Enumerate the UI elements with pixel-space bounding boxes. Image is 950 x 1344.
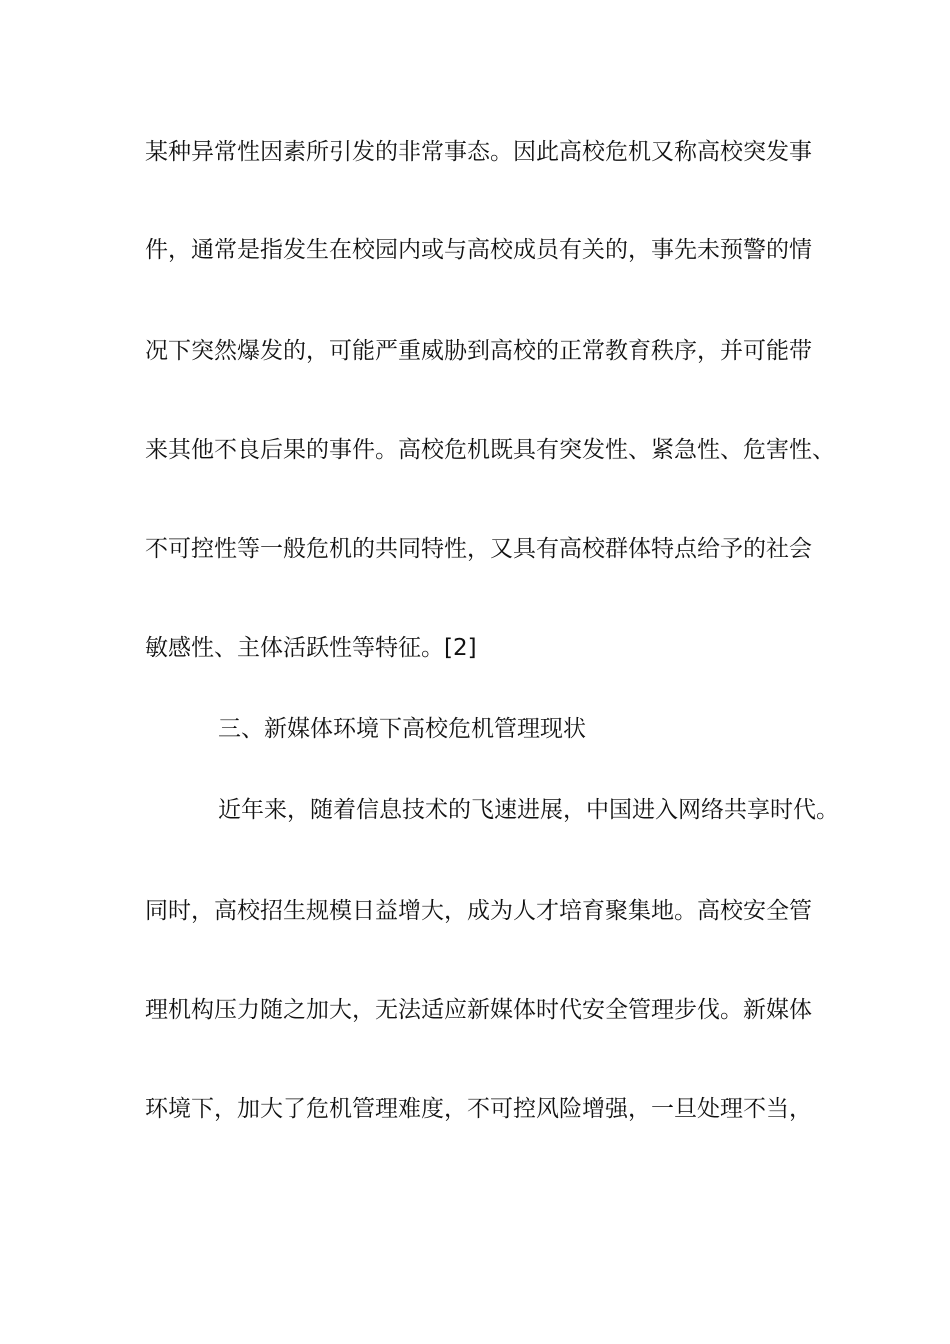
paragraph-line: 环境下，加大了危机管理难度，不可控风险增强，一旦处理不当， [145, 1096, 812, 1122]
paragraph-line: 来其他不良后果的事件。高校危机既具有突发性、紧急性、危害性、 [145, 437, 835, 463]
paragraph-line: 敏感性、主体活跃性等特征。[2] [145, 635, 477, 661]
section-heading: 三、新媒体环境下高校危机管理现状 [218, 716, 586, 742]
paragraph-line: 某种异常性因素所引发的非常事态。因此高校危机又称高校突发事 [145, 139, 812, 165]
paragraph-line: 同时，高校招生规模日益增大，成为人才培育聚集地。高校安全管 [145, 898, 812, 924]
paragraph-line: 件，通常是指发生在校园内或与高校成员有关的，事先未预警的情 [145, 237, 812, 263]
paragraph-line: 理机构压力随之加大，无法适应新媒体时代安全管理步伐。新媒体 [145, 997, 812, 1023]
paragraph-line: 况下突然爆发的，可能严重威胁到高校的正常教育秩序，并可能带 [145, 338, 812, 364]
paragraph-line: 不可控性等一般危机的共同特性，又具有高校群体特点给予的社会 [145, 536, 812, 562]
paragraph-line: 近年来，随着信息技术的飞速进展，中国进入网络共享时代。 [218, 797, 839, 823]
